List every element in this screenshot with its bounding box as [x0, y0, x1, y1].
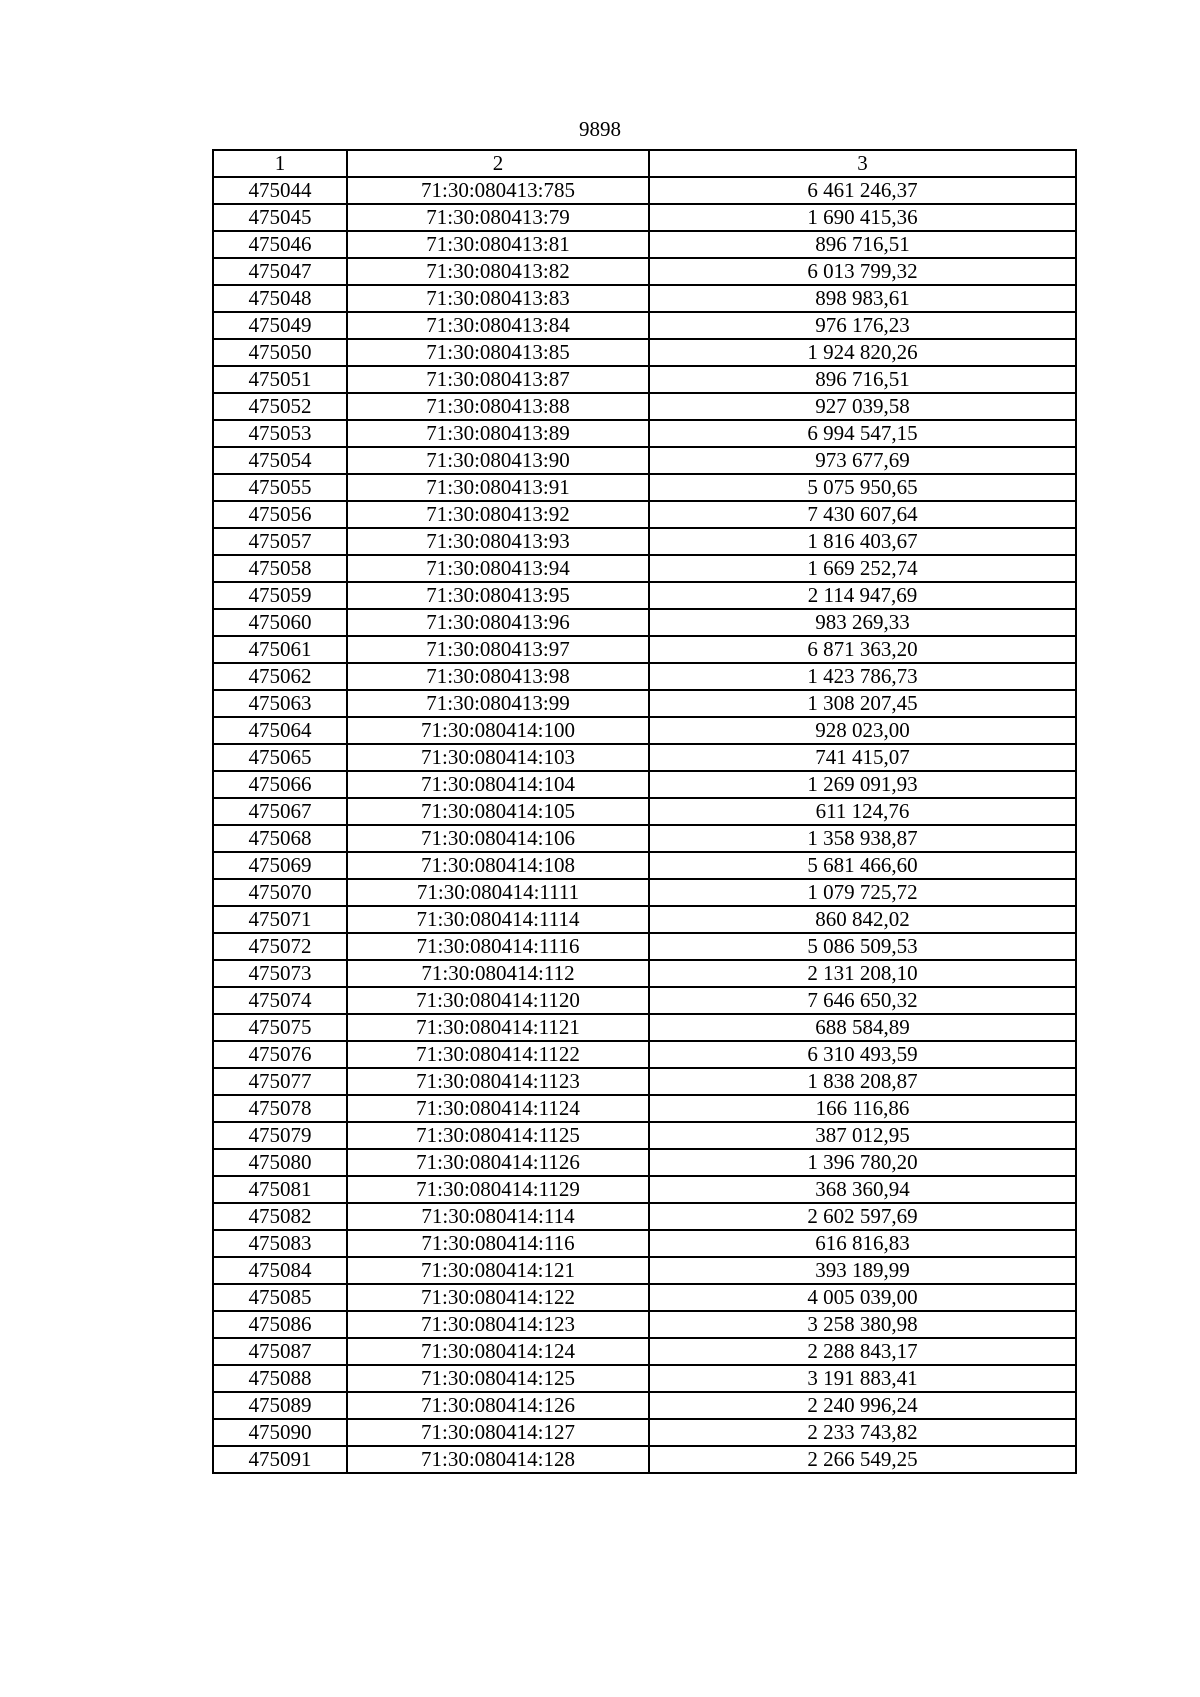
table-row: [213, 1392, 1076, 1419]
row-number-cell: 475073: [213, 960, 347, 987]
cadastral-number-cell: 71:30:080414:125: [347, 1365, 649, 1392]
value-cell: 983 269,33: [649, 609, 1076, 636]
row-number-cell: 475055: [213, 474, 347, 501]
row-number-cell: 475066: [213, 771, 347, 798]
value-cell: 393 189,99: [649, 1257, 1076, 1284]
cadastral-number-cell: 71:30:080414:126: [347, 1392, 649, 1419]
table-row: [213, 339, 1076, 366]
value-cell: 898 983,61: [649, 285, 1076, 312]
cadastral-number-cell: 71:30:080414:127: [347, 1419, 649, 1446]
row-number-cell: 475057: [213, 528, 347, 555]
value-cell: 896 716,51: [649, 366, 1076, 393]
value-cell: 5 075 950,65: [649, 474, 1076, 501]
row-number-cell: 475051: [213, 366, 347, 393]
value-cell: 166 116,86: [649, 1095, 1076, 1122]
table-row: [213, 987, 1076, 1014]
table-row: [213, 1230, 1076, 1257]
table-row: [213, 744, 1076, 771]
table-row: [213, 1095, 1076, 1122]
value-cell: 1 079 725,72: [649, 879, 1076, 906]
table-row: [213, 1419, 1076, 1446]
row-number-cell: 475081: [213, 1176, 347, 1203]
table-row: [213, 204, 1076, 231]
cadastral-number-cell: 71:30:080413:93: [347, 528, 649, 555]
table-row: [213, 312, 1076, 339]
cadastral-number-cell: 71:30:080413:82: [347, 258, 649, 285]
row-number-cell: 475088: [213, 1365, 347, 1392]
table-row: [213, 879, 1076, 906]
cadastral-number-cell: 71:30:080413:89: [347, 420, 649, 447]
cadastral-number-cell: 71:30:080413:785: [347, 177, 649, 204]
cadastral-number-cell: 71:30:080413:87: [347, 366, 649, 393]
cadastral-number-cell: 71:30:080414:1126: [347, 1149, 649, 1176]
table-row: [213, 1014, 1076, 1041]
table-row: [213, 582, 1076, 609]
table-row: [213, 690, 1076, 717]
value-cell: 387 012,95: [649, 1122, 1076, 1149]
row-number-cell: 475084: [213, 1257, 347, 1284]
row-number-cell: 475058: [213, 555, 347, 582]
value-cell: 2 288 843,17: [649, 1338, 1076, 1365]
column-header: 2: [347, 150, 649, 177]
cadastral-number-cell: 71:30:080414:105: [347, 798, 649, 825]
row-number-cell: 475053: [213, 420, 347, 447]
cadastral-number-cell: 71:30:080414:1125: [347, 1122, 649, 1149]
cadastral-number-cell: 71:30:080413:79: [347, 204, 649, 231]
table-row: [213, 1068, 1076, 1095]
value-cell: 1 308 207,45: [649, 690, 1076, 717]
value-cell: 928 023,00: [649, 717, 1076, 744]
cadastral-number-cell: 71:30:080414:104: [347, 771, 649, 798]
row-number-cell: 475045: [213, 204, 347, 231]
cadastral-number-cell: 71:30:080414:128: [347, 1446, 649, 1473]
table-row: [213, 393, 1076, 420]
value-cell: 3 258 380,98: [649, 1311, 1076, 1338]
value-cell: 976 176,23: [649, 312, 1076, 339]
cadastral-number-cell: 71:30:080413:85: [347, 339, 649, 366]
table-row: [213, 1365, 1076, 1392]
row-number-cell: 475082: [213, 1203, 347, 1230]
value-cell: 1 669 252,74: [649, 555, 1076, 582]
cadastral-number-cell: 71:30:080413:99: [347, 690, 649, 717]
table-header-row: [213, 150, 1076, 177]
table-row: [213, 447, 1076, 474]
row-number-cell: 475056: [213, 501, 347, 528]
table-row: [213, 1149, 1076, 1176]
value-cell: 896 716,51: [649, 231, 1076, 258]
column-header: 3: [649, 150, 1076, 177]
cadastral-number-cell: 71:30:080413:91: [347, 474, 649, 501]
value-cell: 2 602 597,69: [649, 1203, 1076, 1230]
table-row: [213, 717, 1076, 744]
value-cell: 1 396 780,20: [649, 1149, 1076, 1176]
row-number-cell: 475046: [213, 231, 347, 258]
page-number: 9898: [579, 117, 621, 141]
table-row: [213, 852, 1076, 879]
row-number-cell: 475052: [213, 393, 347, 420]
value-cell: 6 994 547,15: [649, 420, 1076, 447]
value-cell: 2 114 947,69: [649, 582, 1076, 609]
table-row: [213, 1122, 1076, 1149]
value-cell: 2 131 208,10: [649, 960, 1076, 987]
value-cell: 741 415,07: [649, 744, 1076, 771]
value-cell: 5 681 466,60: [649, 852, 1076, 879]
table-row: [213, 663, 1076, 690]
table-row: [213, 285, 1076, 312]
cadastral-number-cell: 71:30:080414:1120: [347, 987, 649, 1014]
table-row: [213, 825, 1076, 852]
cadastral-number-cell: 71:30:080414:1114: [347, 906, 649, 933]
row-number-cell: 475061: [213, 636, 347, 663]
value-cell: 6 871 363,20: [649, 636, 1076, 663]
row-number-cell: 475077: [213, 1068, 347, 1095]
value-cell: 3 191 883,41: [649, 1365, 1076, 1392]
value-cell: 5 086 509,53: [649, 933, 1076, 960]
row-number-cell: 475072: [213, 933, 347, 960]
row-number-cell: 475067: [213, 798, 347, 825]
cadastral-number-cell: 71:30:080414:123: [347, 1311, 649, 1338]
row-number-cell: 475065: [213, 744, 347, 771]
cadastral-number-cell: 71:30:080414:112: [347, 960, 649, 987]
row-number-cell: 475059: [213, 582, 347, 609]
row-number-cell: 475091: [213, 1446, 347, 1473]
cadastral-number-cell: 71:30:080413:81: [347, 231, 649, 258]
table-row: [213, 555, 1076, 582]
table-row: [213, 609, 1076, 636]
value-cell: 860 842,02: [649, 906, 1076, 933]
table-row: [213, 1338, 1076, 1365]
cadastral-number-cell: 71:30:080414:1124: [347, 1095, 649, 1122]
table-row: [213, 258, 1076, 285]
value-cell: 2 240 996,24: [649, 1392, 1076, 1419]
value-cell: 927 039,58: [649, 393, 1076, 420]
cadastral-number-cell: 71:30:080414:1116: [347, 933, 649, 960]
row-number-cell: 475074: [213, 987, 347, 1014]
cadastral-number-cell: 71:30:080414:114: [347, 1203, 649, 1230]
row-number-cell: 475068: [213, 825, 347, 852]
value-cell: 616 816,83: [649, 1230, 1076, 1257]
table-row: [213, 1284, 1076, 1311]
cadastral-number-cell: 71:30:080413:83: [347, 285, 649, 312]
row-number-cell: 475078: [213, 1095, 347, 1122]
value-cell: 611 124,76: [649, 798, 1076, 825]
value-cell: 1 924 820,26: [649, 339, 1076, 366]
column-header: 1: [213, 150, 347, 177]
value-cell: 1 838 208,87: [649, 1068, 1076, 1095]
table-row: [213, 366, 1076, 393]
row-number-cell: 475075: [213, 1014, 347, 1041]
cadastral-number-cell: 71:30:080414:108: [347, 852, 649, 879]
cadastral-number-cell: 71:30:080413:88: [347, 393, 649, 420]
row-number-cell: 475080: [213, 1149, 347, 1176]
cadastral-number-cell: 71:30:080413:96: [347, 609, 649, 636]
value-cell: 6 013 799,32: [649, 258, 1076, 285]
row-number-cell: 475090: [213, 1419, 347, 1446]
row-number-cell: 475076: [213, 1041, 347, 1068]
cadastral-number-cell: 71:30:080414:122: [347, 1284, 649, 1311]
row-number-cell: 475069: [213, 852, 347, 879]
value-cell: 2 266 549,25: [649, 1446, 1076, 1473]
value-cell: 973 677,69: [649, 447, 1076, 474]
cadastral-number-cell: 71:30:080413:97: [347, 636, 649, 663]
value-cell: 1 690 415,36: [649, 204, 1076, 231]
cadastral-number-cell: 71:30:080413:92: [347, 501, 649, 528]
value-cell: 2 233 743,82: [649, 1419, 1076, 1446]
row-number-cell: 475048: [213, 285, 347, 312]
row-number-cell: 475085: [213, 1284, 347, 1311]
row-number-cell: 475062: [213, 663, 347, 690]
table-row: [213, 501, 1076, 528]
table-row: [213, 771, 1076, 798]
table-row: [213, 960, 1076, 987]
cadastral-number-cell: 71:30:080414:1121: [347, 1014, 649, 1041]
value-cell: 1 423 786,73: [649, 663, 1076, 690]
cadastral-number-cell: 71:30:080414:1111: [347, 879, 649, 906]
row-number-cell: 475070: [213, 879, 347, 906]
table-row: [213, 420, 1076, 447]
row-number-cell: 475054: [213, 447, 347, 474]
row-number-cell: 475049: [213, 312, 347, 339]
row-number-cell: 475044: [213, 177, 347, 204]
table-row: [213, 1257, 1076, 1284]
table-row: [213, 933, 1076, 960]
value-cell: 7 430 607,64: [649, 501, 1076, 528]
table-row: [213, 1446, 1076, 1473]
table-row: [213, 177, 1076, 204]
value-cell: 1 816 403,67: [649, 528, 1076, 555]
table-row: [213, 1041, 1076, 1068]
cadastral-number-cell: 71:30:080414:1122: [347, 1041, 649, 1068]
cadastral-number-cell: 71:30:080414:116: [347, 1230, 649, 1257]
value-cell: 6 461 246,37: [649, 177, 1076, 204]
row-number-cell: 475047: [213, 258, 347, 285]
value-cell: 368 360,94: [649, 1176, 1076, 1203]
table-body: [213, 150, 1076, 1473]
cadastral-number-cell: 71:30:080413:95: [347, 582, 649, 609]
table-row: [213, 474, 1076, 501]
cadastral-number-cell: 71:30:080414:1129: [347, 1176, 649, 1203]
value-cell: 4 005 039,00: [649, 1284, 1076, 1311]
row-number-cell: 475050: [213, 339, 347, 366]
value-cell: 1 358 938,87: [649, 825, 1076, 852]
row-number-cell: 475083: [213, 1230, 347, 1257]
table-row: [213, 636, 1076, 663]
row-number-cell: 475064: [213, 717, 347, 744]
row-number-cell: 475086: [213, 1311, 347, 1338]
table-row: [213, 528, 1076, 555]
row-number-cell: 475071: [213, 906, 347, 933]
cadastral-number-cell: 71:30:080414:1123: [347, 1068, 649, 1095]
table-row: [213, 798, 1076, 825]
cadastral-number-cell: 71:30:080413:84: [347, 312, 649, 339]
row-number-cell: 475087: [213, 1338, 347, 1365]
table-row: [213, 1203, 1076, 1230]
value-cell: 1 269 091,93: [649, 771, 1076, 798]
row-number-cell: 475060: [213, 609, 347, 636]
cadastral-number-cell: 71:30:080413:94: [347, 555, 649, 582]
cadastral-number-cell: 71:30:080414:124: [347, 1338, 649, 1365]
table-row: [213, 906, 1076, 933]
row-number-cell: 475079: [213, 1122, 347, 1149]
row-number-cell: 475063: [213, 690, 347, 717]
value-cell: 7 646 650,32: [649, 987, 1076, 1014]
data-table: [212, 149, 1077, 1474]
row-number-cell: 475089: [213, 1392, 347, 1419]
cadastral-number-cell: 71:30:080413:90: [347, 447, 649, 474]
value-cell: 688 584,89: [649, 1014, 1076, 1041]
table-row: [213, 231, 1076, 258]
cadastral-number-cell: 71:30:080414:121: [347, 1257, 649, 1284]
cadastral-number-cell: 71:30:080414:100: [347, 717, 649, 744]
cadastral-number-cell: 71:30:080414:106: [347, 825, 649, 852]
cadastral-number-cell: 71:30:080414:103: [347, 744, 649, 771]
table-row: [213, 1176, 1076, 1203]
cadastral-number-cell: 71:30:080413:98: [347, 663, 649, 690]
value-cell: 6 310 493,59: [649, 1041, 1076, 1068]
table-row: [213, 1311, 1076, 1338]
